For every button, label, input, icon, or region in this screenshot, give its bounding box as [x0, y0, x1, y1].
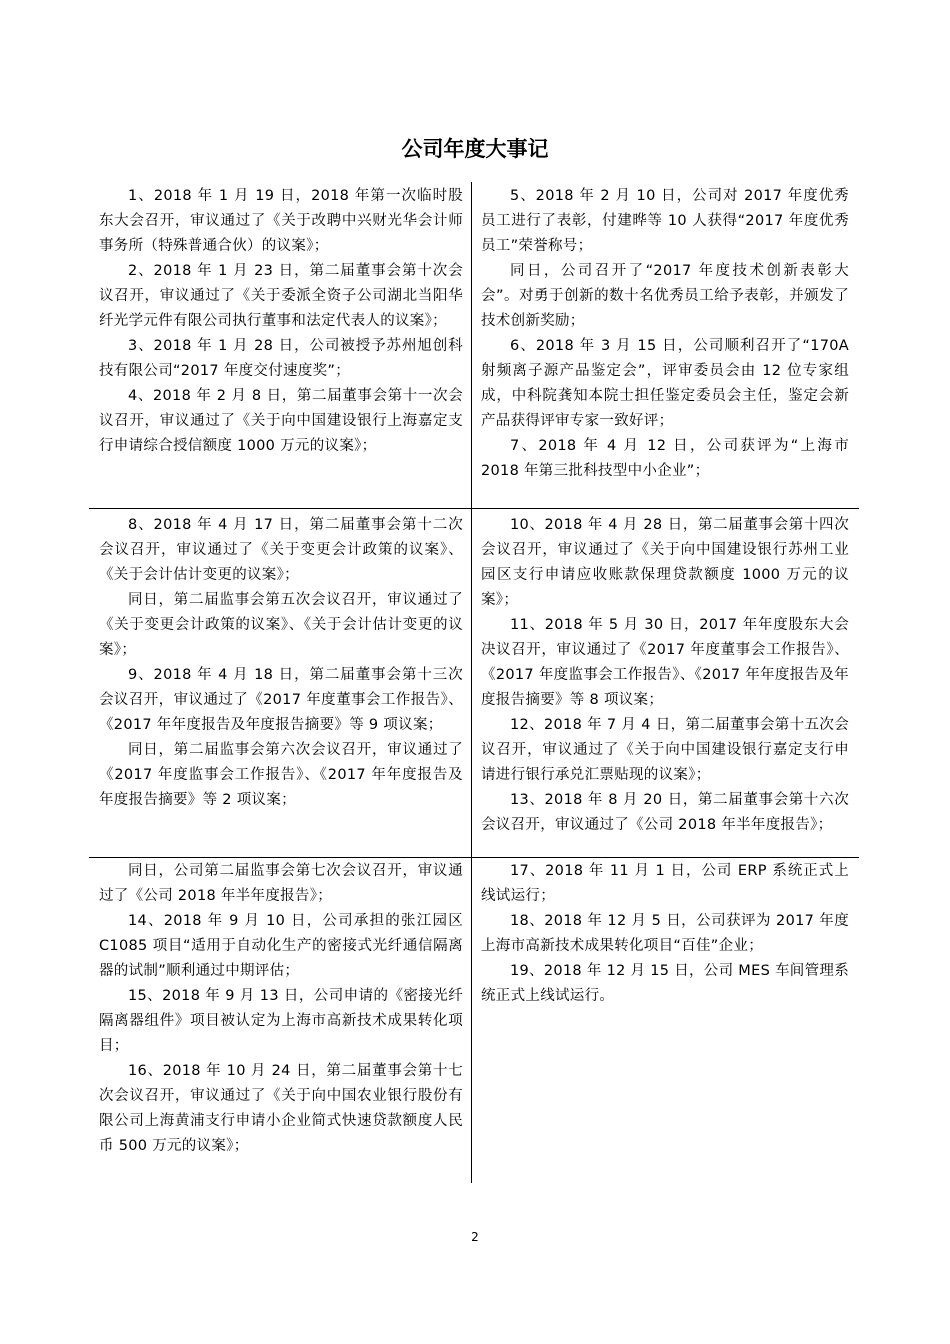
column-divider: [471, 509, 472, 857]
event-item: 4、2018 年 2 月 8 日，第二届董事会第十一次会议召开，审议通过了《关于向中国建设银行上海嘉定支行申请综合授信额度 1000 万元的议案》；: [99, 388, 463, 454]
event-item: 5、2018 年 2 月 10 日，公司对 2017 年度优秀员工进行了表彰，付建晔等 10 人获得“2017 年度优秀员工”荣誉称号；: [481, 188, 849, 254]
event-item: 7、2018 年 4 月 12 日，公司获评为“上海市 2018 年第三批科技型中小企业”；: [481, 438, 849, 479]
events-row-2: [89, 508, 859, 857]
events-grid: [89, 182, 859, 1183]
event-item: 同日，第二届监事会第六次会议召开，审议通过了《2017 年度监事会工作报告》、《2017 年年度报告及年度报告摘要》等 2 项议案；: [99, 742, 463, 808]
event-item: 同日，公司第二届监事会第七次会议召开，审议通过了《公司 2018 年半年度报告》；: [99, 863, 463, 904]
event-item: 1、2018 年 1 月 19 日，2018 年第一次临时股东大会召开，审议通过了《关于改聘中兴财光华会计师事务所（特殊普通合伙）的议案》；: [99, 188, 463, 254]
event-item: 8、2018 年 4 月 17 日，第二届董事会第十二次会议召开，审议通过了《关于变更会计政策的议案》、《关于会计估计变更的议案》；: [99, 517, 463, 583]
event-item: 19、2018 年 12 月 15 日，公司 MES 车间管理系统正式上线试运行。: [481, 963, 849, 1004]
event-item: 13、2018 年 8 月 20 日，第二届董事会第十六次会议召开，审议通过了《公司 2018 年半年度报告》；: [481, 792, 849, 833]
event-item: 10、2018 年 4 月 28 日，第二届董事会第十四次会议召开，审议通过了《关于向中国建设银行苏州工业园区支行申请应收账款保理贷款额度 1000 万元的议案》；: [481, 517, 849, 608]
event-item: 同日，第二届监事会第五次会议召开，审议通过了《关于变更会计政策的议案》、《关于会计估计变更的议案》；: [99, 592, 463, 658]
right-column: [481, 184, 849, 484]
left-column: [99, 184, 463, 459]
event-item: 6、2018 年 3 月 15 日，公司顺利召开了“170A 射频离子源产品鉴定会”，评审委员会由 12 位专家组成，中科院龚知本院士担任鉴定委员会主任，鉴定会新产品获得评审专家一致好评；: [481, 338, 849, 429]
page-number: 2: [471, 1230, 479, 1244]
event-item: 14、2018 年 9 月 10 日，公司承担的张江园区 C1085 项目“适用于自动化生产的密接式光纤通信隔离器的试制”顺利通过中期评估；: [99, 913, 463, 979]
event-item: 9、2018 年 4 月 18 日，第二届董事会第十三次会议召开，审议通过了《2017 年度董事会工作报告》、《2017 年年度报告及年度报告摘要》等 9 项议案；: [99, 667, 463, 733]
event-item: 3、2018 年 1 月 28 日，公司被授予苏州旭创科技有限公司“2017 年度交付速度奖”；: [99, 338, 463, 379]
event-item: 同日，公司召开了“2017 年度技术创新表彰大会”。对勇于创新的数十名优秀员工给予表彰，并颁发了技术创新奖励；: [481, 263, 849, 329]
right-column: [481, 513, 849, 838]
left-column: [99, 859, 463, 1159]
event-item: 11、2018 年 5 月 30 日，2017 年年度股东大会决议召开，审议通过了《2017 年度董事会工作报告》、《2017 年度监事会工作报告》、《2017 年年度报告及年度报告摘要》等 8 项议案；: [481, 617, 849, 708]
events-row-1: [89, 182, 859, 508]
event-item: 2、2018 年 1 月 23 日，第二届董事会第十次会议召开，审议通过了《关于委派全资子公司湖北当阳华纤光学元件有限公司执行董事和法定代表人的议案》；: [99, 263, 463, 329]
column-divider: [471, 858, 472, 1183]
left-column: [99, 513, 463, 813]
page-title: 公司年度大事记: [401, 137, 549, 161]
column-divider: [471, 182, 472, 508]
right-column: [481, 859, 849, 1009]
event-item: 12、2018 年 7 月 4 日，第二届董事会第十五次会议召开，审议通过了《关于向中国建设银行嘉定支行申请进行银行承兑汇票贴现的议案》；: [481, 717, 849, 783]
event-item: 16、2018 年 10 月 24 日，第二届董事会第十七次会议召开，审议通过了《关于向中国农业银行股份有限公司上海黄浦支行申请小企业简式快速贷款额度人民币 500 万元的议案》；: [99, 1063, 463, 1154]
events-row-3: [89, 857, 859, 1183]
event-item: 17、2018 年 11 月 1 日，公司 ERP 系统正式上线试运行；: [481, 863, 849, 904]
event-item: 18、2018 年 12 月 5 日，公司获评为 2017 年度上海市高新技术成果转化项目“百佳”企业；: [481, 913, 849, 954]
event-item: 15、2018 年 9 月 13 日，公司申请的《密接光纤隔离器组件》项目被认定为上海市高新技术成果转化项目；: [99, 988, 463, 1054]
